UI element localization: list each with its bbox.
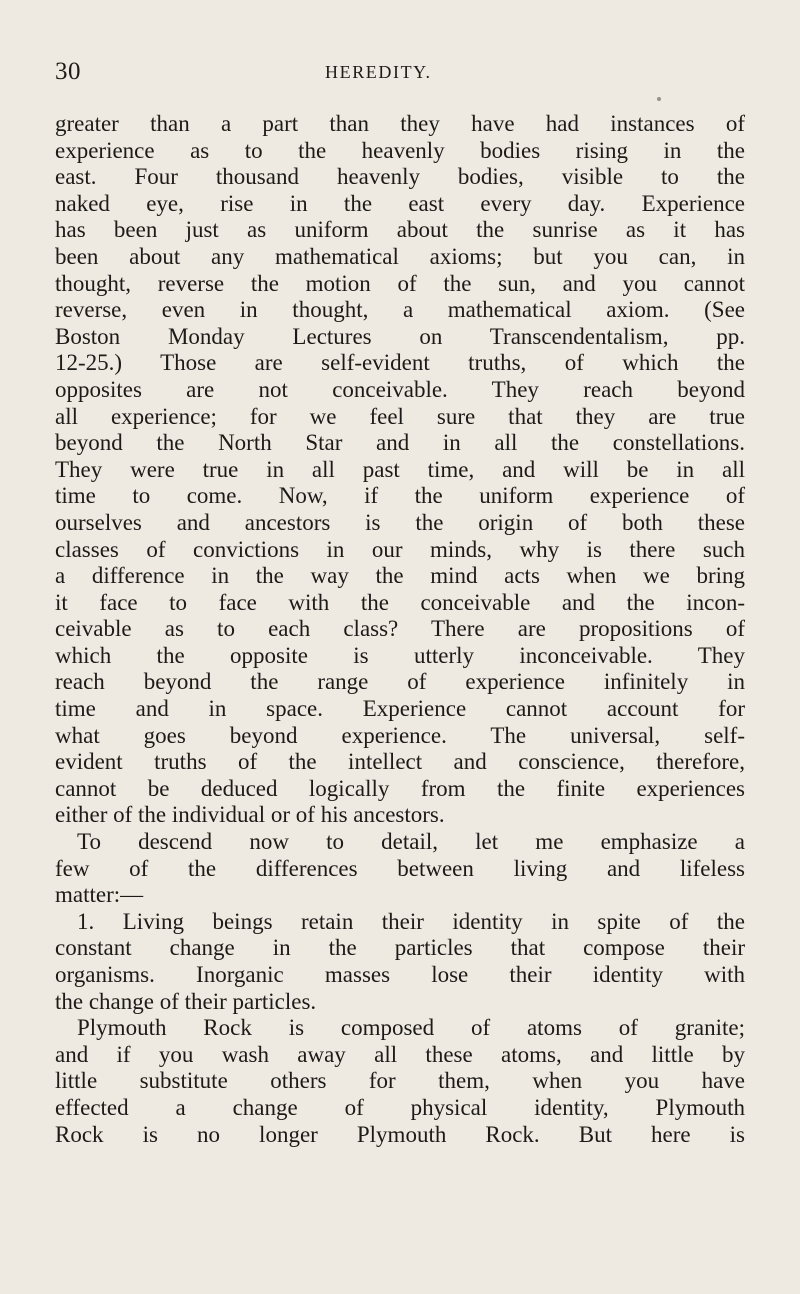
text-line: time to come. Now, if the uniform experience of — [55, 483, 745, 509]
text-line: experience as to the heavenly bodies rising in the — [55, 137, 745, 163]
text-line: has been just as uniform about the sunrise as it has — [55, 217, 745, 243]
text-line: little substitute others for them, when you have — [55, 1068, 745, 1094]
text-line: classes of convictions in our minds, why is there such — [55, 536, 745, 562]
text-line: it face to face with the conceivable and the incon- — [55, 589, 745, 615]
text-line: time and in space. Experience cannot account for — [55, 696, 745, 722]
text-line: thought, reverse the motion of the sun, and you cannot — [55, 270, 745, 296]
text-line: all experience; for we feel sure that they are true — [55, 403, 745, 429]
running-head — [55, 58, 745, 92]
text-line: 12-25.) Those are self-evident truths, of which the — [55, 350, 745, 376]
text-line: 1. Living beings retain their identity in spite of the — [77, 908, 745, 934]
text-line: To descend now to detail, let me emphasize a — [77, 829, 745, 855]
text-line: constant change in the particles that compose their — [55, 935, 745, 961]
text-line: cannot be deduced logically from the finite experiences — [55, 775, 745, 801]
text-line: reverse, even in thought, a mathematical axiom. (See — [55, 297, 745, 323]
text-line: the change of their particles. — [55, 988, 317, 1014]
text-line: organisms. Inorganic masses lose their identity with — [55, 962, 745, 987]
text-line: reach beyond the range of experience infinitely in — [55, 669, 745, 695]
text-line: matter:— — [55, 882, 144, 908]
text-line: been about any mathematical axioms; but you can, in — [55, 243, 745, 269]
text-line: Plymouth Rock is composed of atoms of granite; — [77, 1015, 745, 1041]
text-line: a difference in the way the mind acts when we bring — [55, 563, 745, 589]
text-line: evident truths of the intellect and conscience, therefore, — [55, 749, 745, 775]
text-line: opposites are not conceivable. They reach beyond — [55, 376, 745, 402]
text-line: naked eye, rise in the east every day. Experience — [55, 190, 745, 216]
text-line: ourselves and ancestors is the origin of both these — [55, 509, 745, 535]
text-line: what goes beyond experience. The universal, self- — [55, 722, 745, 748]
running-title: HEREDITY. — [325, 62, 432, 82]
text-line: few of the differences between living and lifeless — [55, 855, 745, 881]
text-line: which the opposite is utterly inconceivable. They — [55, 642, 745, 668]
text-line: Boston Monday Lectures on Transcendentalism, pp. — [55, 323, 745, 349]
text-line: and if you wash away all these atoms, and little by — [55, 1041, 745, 1067]
print-speck — [657, 97, 661, 101]
text-line: Rock is no longer Plymouth Rock. But here is — [55, 1121, 745, 1147]
text-line: effected a change of physical identity, Plymouth — [55, 1094, 745, 1120]
body-text — [55, 111, 745, 1148]
text-line: They were true in all past time, and will be in all — [55, 456, 745, 482]
text-line: east. Four thousand heavenly bodies, visible to the — [55, 164, 745, 190]
text-line: beyond the North Star and in all the constellations. — [55, 430, 745, 456]
text-line: either of the individual or of his ancestors. — [55, 802, 445, 828]
text-line: ceivable as to each class? There are propositions of — [55, 616, 745, 642]
text-line: greater than a part than they have had instances of — [55, 111, 745, 136]
page-number: 30 — [55, 58, 81, 85]
